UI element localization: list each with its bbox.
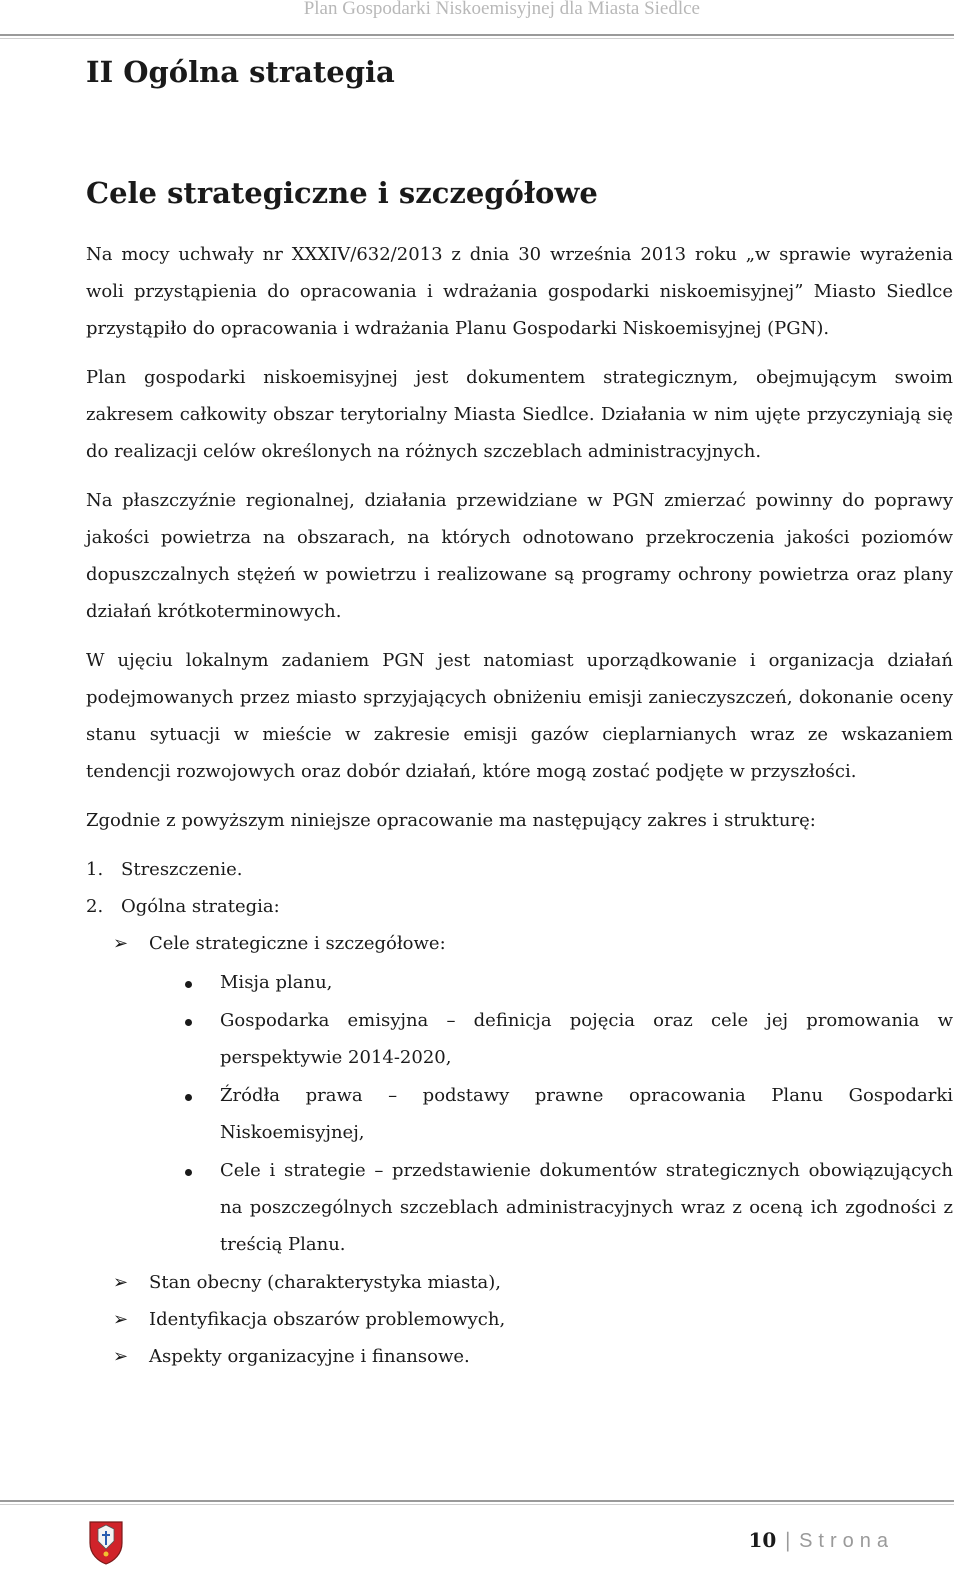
bullet-text: Misja planu,: [220, 972, 333, 993]
bullet-text: Źródła prawa – podstawy prawne opracowania Planu Gospodarki Niskoemisyjnej,: [220, 1085, 953, 1143]
arrow-list: [86, 925, 953, 1375]
footer-divider-thin: [0, 1504, 954, 1505]
section-title: II Ogólna strategia: [86, 55, 395, 89]
arrow-item-text: Aspekty organizacyjne i finansowe.: [149, 1346, 470, 1367]
bullet-text: Cele i strategie – przedstawienie dokumentów strategicznych obowiązujących na poszczególnych szczeblach administracyjnych wraz z oceną ich zgodności z treścią Planu.: [220, 1160, 953, 1255]
arrow-bullet-icon: ➢: [113, 933, 129, 954]
bullet-dot-icon: [86, 1152, 220, 1263]
list-item-text: Streszczenie.: [121, 859, 243, 880]
list-item-text: Ogólna strategia:: [121, 896, 280, 917]
arrow-bullet-icon: ➢: [113, 1309, 129, 1330]
header-divider: [0, 34, 954, 36]
bullet-list: [86, 964, 953, 1263]
numbered-list: [86, 851, 953, 925]
bullet-item: [86, 1152, 953, 1263]
paragraph: Zgodnie z powyższym niniejsze opracowanie ma następujący zakres i strukturę:: [86, 810, 816, 831]
page-footer: [748, 1528, 894, 1553]
city-crest-icon: [87, 1519, 125, 1565]
list-number: 1.: [86, 859, 104, 880]
bullet-dot-icon: [86, 1077, 220, 1151]
bullet-item: [86, 964, 953, 1001]
list-item: [86, 851, 953, 888]
paragraph: Plan gospodarki niskoemisyjnej jest dokumentem strategicznym, obejmującym swoim zakresem całkowity obszar terytorialny Miasta Siedlce. Działania w nim ujęte przyczyniają się do realizacji celów określonych na różnych szczeblach administracyjnych.: [86, 367, 953, 462]
arrow-item-text: Identyfikacja obszarów problemowych,: [149, 1309, 506, 1330]
bullet-item: [86, 1002, 953, 1076]
arrow-list-item: [86, 1301, 953, 1338]
bullet-dot-icon: [86, 964, 220, 1001]
arrow-list-item: [86, 1338, 953, 1375]
list-number: 2.: [86, 896, 104, 917]
document-body: [86, 236, 953, 1375]
arrow-item-text: Cele strategiczne i szczegółowe:: [149, 933, 446, 954]
page-label: Strona: [799, 1530, 894, 1552]
paragraph: W ujęciu lokalnym zadaniem PGN jest natomiast uporządkowanie i organizacja działań podejmowanych przez miasto sprzyjających obniżeniu emisji zanieczyszczeń, dokonanie oceny stanu sytuacji w mieście w zakresie emisji gazów cieplarnianych wraz ze wskazaniem tendencji rozwojowych oraz dobór działań, które mogą zostać podjęte w przyszłości.: [86, 650, 953, 782]
bullet-text: Gospodarka emisyjna – definicja pojęcia oraz cele jej promowania w perspektywie 2014-2020,: [220, 1010, 953, 1068]
paragraph: Na płaszczyźnie regionalnej, działania przewidziane w PGN zmierzać powinny do poprawy jakości powietrza na obszarach, na których odnotowano przekroczenia jakości poziomów dopuszczalnych stężeń w powietrzu i realizowane są programy ochrony powietrza oraz plany działań krótkoterminowych.: [86, 490, 953, 622]
page-separator: |: [784, 1528, 792, 1552]
footer-divider: [0, 1500, 954, 1502]
header-divider-thin: [0, 38, 954, 39]
arrow-list-item: [86, 1264, 953, 1301]
arrow-item-text: Stan obecny (charakterystyka miasta),: [149, 1272, 502, 1293]
running-header: Plan Gospodarki Niskoemisyjnej dla Miasta Siedlce: [303, 0, 700, 19]
bullet-dot-icon: [86, 1002, 220, 1076]
page-number: 10: [748, 1528, 777, 1552]
paragraph: Na mocy uchwały nr XXXIV/632/2013 z dnia 30 września 2013 roku „w sprawie wyrażenia woli przystąpienia do opracowania i wdrażania gospodarki niskoemisyjnej” Miasto Siedlce przystąpiło do opracowania i wdrażania Planu Gospodarki Niskoemisyjnej (PGN).: [86, 244, 953, 339]
bullet-item: [86, 1077, 953, 1151]
arrow-bullet-icon: ➢: [113, 1346, 129, 1367]
arrow-list-item: [86, 925, 953, 1263]
subsection-title: Cele strategiczne i szczegółowe: [86, 176, 598, 210]
list-item: [86, 888, 953, 925]
arrow-bullet-icon: ➢: [113, 1272, 129, 1293]
